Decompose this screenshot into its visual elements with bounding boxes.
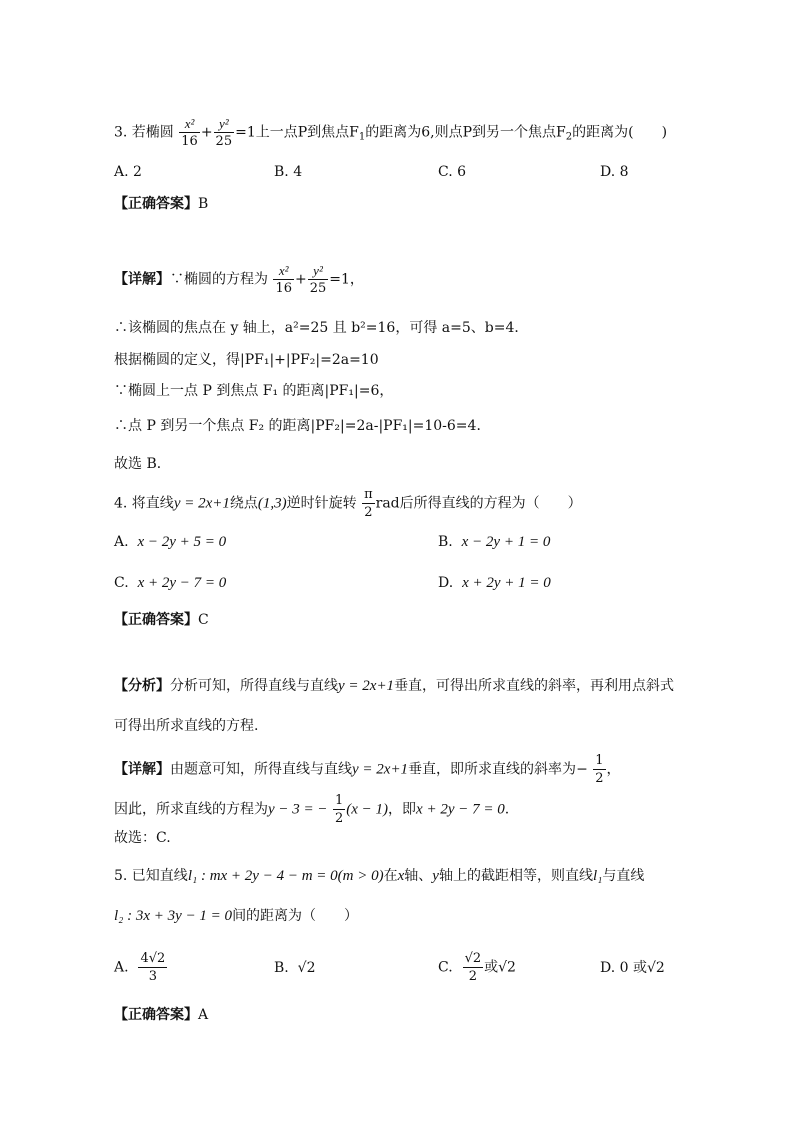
q4-analysis-a: 分析可知，所得直线与直线 <box>170 678 338 694</box>
q4-option-a-expr: x − 2y + 5 = 0 <box>137 534 227 550</box>
q3-number: 3. 若椭圆 <box>114 124 174 141</box>
q5-answer-label: 【正确答案】 <box>114 1007 198 1023</box>
q4-answer-label: 【正确答案】 <box>114 612 198 628</box>
q4-unit: rad <box>375 495 400 512</box>
q5-option-c-or: 或 <box>484 959 499 976</box>
q4-analysis-label: 【分析】 <box>114 678 170 694</box>
q5-option-d-tail: √2 <box>646 960 665 976</box>
q3-frac-y <box>214 115 235 150</box>
q4-detail-b: 垂直，即所求直线的斜率为 <box>408 761 577 778</box>
q5-option-b <box>274 958 315 978</box>
q3-line5: ∴点 P 到另一个焦点 F₂ 的距离|PF₂|=2a-|PF₁|=10-6=4． <box>114 418 491 434</box>
q4-option-b <box>438 532 550 552</box>
q3-detail: 【详解】∵椭圆的方程为 $\frac{\text{x²}}{16}$ + $\frac{\text{y²}}{25}$ =1， <box>114 263 364 296</box>
q5-prefix: 5. 已知直线 <box>114 868 188 884</box>
q3-line2: ∴该椭圆的焦点在 y 轴上，a²=25 且 b²=16，可得 a=5、b=4． <box>114 320 529 336</box>
q5-answer <box>114 1005 208 1025</box>
q5-l1: l₁ : mx + 2y − 4 − m = 0 <box>187 868 338 884</box>
q5-option-a-frac <box>138 950 167 985</box>
q5-suffix: 间的距离为（ ） <box>232 908 359 924</box>
q3-detail-frac-x <box>273 262 294 297</box>
q3-frac-x-den: 16 <box>181 134 198 149</box>
q4-analysis <box>114 676 674 696</box>
q5-mid: 在 <box>383 868 398 884</box>
q5-option-a <box>114 950 168 985</box>
q4-option-c-expr: x + 2y − 7 = 0 <box>137 575 227 591</box>
q4-detail-label: 【详解】 <box>114 761 170 778</box>
q4-therefore-frac-num: 1 <box>334 793 344 808</box>
q5-option-d <box>600 958 665 978</box>
q3-detail-label: 【详解】 <box>114 271 170 288</box>
q4-mid: 绕点 <box>229 495 258 512</box>
q3-detail-frac-y <box>308 262 329 297</box>
q5-cond: (m > 0) <box>337 868 384 884</box>
q4-detail <box>114 752 621 787</box>
q4-option-c-label: C. <box>114 575 129 591</box>
q4-detail-c: ， <box>606 761 621 778</box>
q4-therefore-frac <box>333 792 345 827</box>
q4-therefore-rhs: (x − 1) <box>346 801 389 818</box>
q4-angle-num: π <box>364 487 373 502</box>
q3-answer-label: 【正确答案】 <box>114 196 198 212</box>
q5-option-c <box>438 950 516 985</box>
q5-l1-short: l₁ <box>592 868 603 884</box>
q4-prefix: 4. 将直线 <box>114 495 174 512</box>
q3-option-d: D. 8 <box>600 164 629 180</box>
q4-option-a-label: A. <box>114 534 129 550</box>
q5-option-c-den: 2 <box>468 969 477 984</box>
q4-therefore-frac-den: 2 <box>334 811 344 826</box>
q3-detail-frac-y-den: 25 <box>309 281 327 296</box>
q4-analysis-eq: y = 2x+1 <box>338 678 395 694</box>
q4-answer <box>114 610 209 630</box>
q5-option-b-value: √2 <box>297 960 316 976</box>
q3-frac-x-num: x² <box>179 115 200 133</box>
q3-rest3: 的距离为( ) <box>572 124 668 141</box>
q4-slope-den: 2 <box>595 771 604 786</box>
q5-x-axis: x <box>397 868 405 884</box>
q4-stem <box>114 486 582 521</box>
q5-option-b-label: B. <box>274 960 289 976</box>
q3-rest: 上一点P到焦点F <box>255 124 359 141</box>
q3-option-c: C. 6 <box>438 164 467 180</box>
q3-answer <box>114 194 208 214</box>
q4-option-d-label: D. <box>438 575 454 591</box>
q3-detail-intro: ∵椭圆的方程为 <box>170 271 268 288</box>
q3-frac-y-den: 25 <box>215 134 233 149</box>
q3-frac-x <box>179 115 200 150</box>
q3-detail-eq-tail: =1， <box>329 271 364 288</box>
q5-y-axis: y <box>432 868 439 884</box>
q3-detail-frac-x-num: x² <box>273 262 294 280</box>
q4-therefore <box>114 792 509 827</box>
q3-conclusion: 故选 B． <box>114 456 171 472</box>
q4-mid2: 逆时针旋转 <box>286 495 357 512</box>
q4-therefore-lhs: y − 3 = − <box>268 801 328 818</box>
q4-angle-frac <box>362 486 375 521</box>
q5-stem <box>114 866 644 886</box>
q4-slope-sign: − <box>576 761 588 778</box>
q3-line3: 根据椭圆的定义，得|PF₁|+|PF₂|=2a=10 <box>114 352 379 368</box>
q3-option-b: B. 4 <box>274 164 303 180</box>
q4-therefore-end: . <box>504 801 510 818</box>
q4-slope-frac <box>593 752 605 787</box>
q3-stem: 3. 若椭圆 $\frac{\text{x²}}{16}$ + $\frac{\text{y²}}{25}$ =1上一点P到焦点$F_1$的距离为6,则点P到另一个焦点$F_2$的距离为( ) <box>114 116 668 149</box>
q3-eq-tail: =1 <box>235 124 256 141</box>
q4-point: (1,3) <box>257 495 287 512</box>
q4-suffix: 后所得直线的方程为（ ） <box>399 495 582 512</box>
q3-rest2: 的距离为6,则点P到另一个焦点F <box>365 124 566 141</box>
q5-mid4: 与直线 <box>602 868 645 884</box>
q4-answer-value: C <box>198 612 209 628</box>
q3-frac-y-num: y² <box>214 115 235 133</box>
q4-option-a <box>114 532 226 552</box>
q5-option-a-label: A. <box>114 959 129 976</box>
q4-line-eq: y = 2x+1 <box>173 495 230 512</box>
q4-option-d-expr: x + 2y + 1 = 0 <box>462 575 551 591</box>
q4-therefore-a: 因此，所求直线的方程为 <box>114 801 268 818</box>
q5-mid3: 轴上的截距相等，则直线 <box>438 868 593 884</box>
q5-option-c-label: C. <box>438 959 453 976</box>
q4-option-b-expr: x − 2y + 1 = 0 <box>461 534 551 550</box>
q4-angle-den: 2 <box>364 505 373 520</box>
q3-line4: ∵椭圆上一点 P 到焦点 F₁ 的距离|PF₁|=6， <box>114 383 394 399</box>
q4-slope-num: 1 <box>595 753 604 768</box>
q5-l2: l₂ : 3x + 3y − 1 = 0 <box>114 908 233 924</box>
q4-detail-eq: y = 2x+1 <box>352 761 409 778</box>
q4-option-d <box>438 573 551 593</box>
q4-option-b-label: B. <box>438 534 453 550</box>
q5-answer-value: A <box>198 1007 209 1023</box>
q5-option-a-den: 3 <box>148 969 158 984</box>
q4-analysis-b: 垂直，可得出所求直线的斜率，再利用点斜式 <box>394 678 675 694</box>
q3-detail-frac-x-den: 16 <box>275 281 292 296</box>
q4-therefore-result: x + 2y − 7 = 0 <box>416 801 505 818</box>
q4-therefore-b: ，即 <box>388 801 417 818</box>
q5-stem-line2 <box>114 906 358 926</box>
q5-option-c-num: √2 <box>464 951 482 966</box>
q5-option-a-num: 4√2 <box>140 951 166 966</box>
q5-option-c-frac <box>463 950 484 985</box>
q4-conclusion: 故选：C. <box>114 830 171 846</box>
q3-option-a: A. 2 <box>114 164 142 180</box>
q4-option-c <box>114 573 226 593</box>
q4-detail-a: 由题意可知，所得直线与直线 <box>170 761 352 778</box>
q3-answer-value: B <box>198 196 209 212</box>
q4-analysis-line2: 可得出所求直线的方程. <box>114 718 259 734</box>
q5-option-c-tail: √2 <box>498 959 516 976</box>
q5-option-d-label: D. 0 或 <box>600 960 647 976</box>
q5-mid2: 轴、 <box>404 868 433 884</box>
q3-detail-frac-y-num: y² <box>308 262 329 280</box>
